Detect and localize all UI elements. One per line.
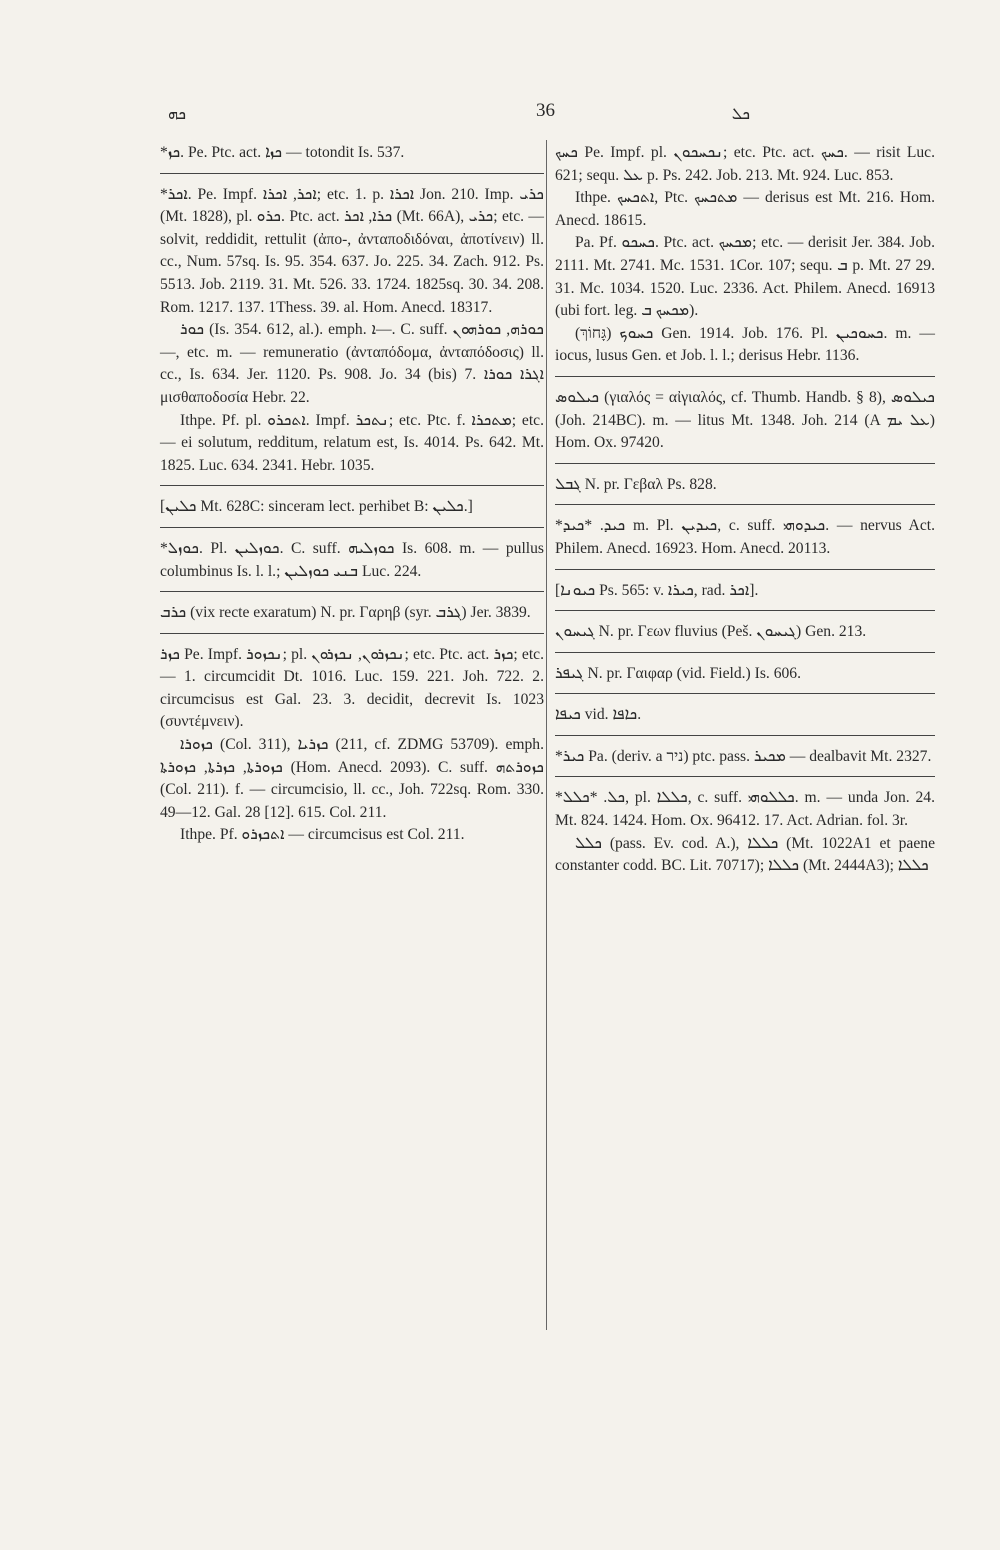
entry-left-6 xyxy=(160,644,544,847)
entry-left-4 xyxy=(160,538,544,583)
page-header xyxy=(160,100,940,130)
entry-separator xyxy=(555,376,935,377)
entry-text: *ܟܘܙܠ. Pl. ܟܘܙܠܝܢ. C. suff. ܟܘܙܠܝܗ Is. 608. m. — pullus columbinus Is. l. l.; ܒܢܝ ܟܘܙܠܝܢ Luc. 224. xyxy=(160,539,544,580)
entry-separator xyxy=(555,504,935,505)
entry-right-4 xyxy=(555,515,935,560)
entry-text: ܟܙܪ Pe. Impf. ܢܟܙܘܪ; pl. ܢܟܙܪܘܢ, ܢܟܙܪܘܢ; etc. Ptc. act. ܟܙܪ; etc. — 1. circumcidit Dt. 1016. Luc. 159. 221. Joh. 722. 2. circumcisus est Gal. 23. 3. decidit, decrevit Is. 1023 (συντέμνειν). xyxy=(160,645,544,731)
entry-separator xyxy=(555,569,935,570)
entry-text: [ܟܝܘܢܐ Ps. 565: v. ܟܝܪܐ, rad. ܐܟܪ]. xyxy=(555,581,759,599)
entry-separator xyxy=(160,485,544,486)
entry-separator xyxy=(555,693,935,694)
entry-text: *ܟܝܪ Pa. (deriv. a ניר) ptc. pass. ܡܟܝܪ — dealbavit Mt. 2327. xyxy=(555,747,932,765)
entry-right-2 xyxy=(555,387,935,455)
entry-separator xyxy=(160,633,544,634)
entry-text: ܟܝܠܘܣ (γιαλός = αἰγιαλός, cf. Thumb. Handb. § 8), ܟܝܠܘܣ (Joh. 214BC). m. — litus Mt. 1348. Joh. 214 (A ܥܠ ܝܡ) Hom. Ox. 97420. xyxy=(555,388,935,452)
entry-text: *ܐܟܪ. Pe. Impf. ܐܟܪ, ܐܟܪܐ; etc. 1. p. ܐܟܪܐ Jon. 210. Imp. ܟܪܝ (Mt. 1828), pl. ܟܪܘ. Ptc. act. ܟܪܐ, ܐܟܪ (Mt. 66A), ܟܪܝ; etc. — solvit, reddidit, rettulit (ἀπο-, ἀνταποδιδόναι, ἀποτίνειν) ll. cc., Num. 57sq. Is. 95. 354. 637. Jo. 225. 34. Zach. 912. Ps. 5513. Job. 2119. 31. Mt. 526. 33. 1724. 1825sq. 30. 34. 208. Rom. 1217. 137. 1Thess. 39. al. Hom. Anecd. 18317. xyxy=(160,185,545,316)
entry-separator xyxy=(555,735,935,736)
entry-left-1 xyxy=(160,142,544,165)
entry-right-10 xyxy=(555,787,935,877)
entry-right-7 xyxy=(555,663,935,686)
entry-right-8 xyxy=(555,704,935,727)
entry-text: ܟܠܠ (pass. Ev. cod. A.), ܟܠܠܐ (Mt. 1022A1 et paene constanter codd. BC. Lit. 70717); ܟܠܠܐ (Mt. 2444A3); ܟܠܠܐ xyxy=(555,834,935,875)
entry-separator xyxy=(160,591,544,592)
entry-text: [ܟܠܝܢ Mt. 628C: sinceram lect. perhibet B: ܟܠܝܢ.] xyxy=(160,498,473,516)
entry-left-3 xyxy=(160,496,544,519)
header-right-syriac: ܟܠ xyxy=(731,104,750,123)
entry-separator xyxy=(555,776,935,777)
entry-separator xyxy=(555,652,935,653)
entry-separator xyxy=(160,527,544,528)
header-left-syriac: ܟܗ xyxy=(168,104,187,123)
entry-separator xyxy=(555,610,935,611)
entry-text: ܟܙܘܪܐ (Col. 311), ܟܙܪܝܐ (211, cf. ZDMG 53709). emph. ܟܙܘܪܬܐ, ܟܙܪܬܐ, ܟܙܘܪܬܐ (Hom. Anecd. 2093). C. suff. ܟܙܘܪܬܗ (Col. 211). f. — circumcisio, ll. cc., Joh. 722sq. Rom. 330. 49—12. Gal. 28 [12]. 615. Col. 211. xyxy=(160,736,544,821)
entry-right-3 xyxy=(555,474,935,497)
entry-text: ܟܚܟ Pe. Impf. pl. ܢܟܚܟܘܢ; etc. Ptc. act. ܟܚܟ. — risit Luc. 621; sequ. ܥܠ p. Ps. 242. Job. 213. Mt. 924. Luc. 853. xyxy=(555,144,935,184)
entry-text: Ithpe. Pf. pl. ܐܬܟܪܘ. Impf. ܢܬܟܪ; etc. Ptc. f. ܡܬܟܪܐ; etc. — ei solutum, redditum, relatum est, Is. 4014. Ps. 642. Mt. 1825. Luc. 634. 2341. Hebr. 1035. xyxy=(160,411,544,474)
entry-text: *ܟܙ. Pe. Ptc. act. ܟܙܐ — totondit Is. 537. xyxy=(160,144,405,161)
entry-text: ܟܘܪ (Is. 354. 612, al.). emph. ܐ—. C. suff. ܟܘܪܗ, ܟܘܪܗܘܢ—, etc. m. — remuneratio (ἀνταπόδομα, ἀνταπόδοσις) ll. cc., Is. 634. Jer. 1120. Ps. 908. Jo. 34 (bis) 7. ܐܓܪܐ ܟܘܪܐ μισθαποδοσία Hebr. 22. xyxy=(160,321,545,406)
entry-right-5 xyxy=(555,580,935,603)
left-column xyxy=(160,142,544,855)
entry-left-5 xyxy=(160,602,544,625)
column-divider xyxy=(546,140,547,1330)
entry-text: Ithpe. Pf. ܐܬܟܙܪܘ — circumcisus est Col. 211. xyxy=(180,826,465,844)
page-number: 36 xyxy=(536,100,555,121)
entry-text: *ܟܠ. *ܟܠܠ, pl. ܟܠܠܐ, c. suff. ܟܠܠܘܗܝ. m. — unda Jon. 24. Mt. 824. 1424. Hom. Ox. 96412. 17. Act. Adrian. fol. 3r. xyxy=(555,789,935,830)
right-column xyxy=(555,142,935,886)
entry-right-6 xyxy=(555,621,935,644)
entry-separator xyxy=(555,463,935,464)
entry-text: ܓܒܠ N. pr. Γεβαλ Ps. 828. xyxy=(555,475,717,493)
entry-right-1 xyxy=(555,142,935,368)
entry-text: Ithpe. ܐܬܟܚܟ, Ptc. ܡܬܟܚܟ — derisus est Mt. 216. Hom. Anecd. 18615. xyxy=(555,189,935,229)
entry-right-9 xyxy=(555,746,935,769)
entry-text: ܟܝܦܐ vid. ܟܐܦܐ. xyxy=(555,706,642,724)
entry-separator xyxy=(160,173,544,174)
entry-text: Pa. Pf. ܟܚܟܘ. Ptc. act. ܡܟܚܟ; etc. — derisit Jer. 384. Job. 2111. Mt. 2741. Mc. 1531. 1Cor. 107; sequ. ܒ p. Mt. 27 29. 31. Mc. 1034. 1520. Luc. 2336. Act. Philem. Anecd. 16913 (ubi fort. leg. ܡܟܚܟ ܒ). xyxy=(555,234,935,320)
entry-text: *ܟܝܕ. *ܟܝܕ m. Pl. ܟܝܕܝܢ, c. suff. ܟܝܕܘܗܝ. — nervus Act. Philem. Anecd. 16923. Hom. Anecd. 20113. xyxy=(555,517,935,557)
entry-text: ܓܝܚܘܢ N. pr. Γεων fluvius (Peš. ܓܝܚܘܢ) Gen. 213. xyxy=(555,623,867,641)
entry-left-2 xyxy=(160,184,544,478)
entry-text: ܟܚܘܟ (גָּחוֹךְ) Gen. 1914. Job. 176. Pl. ܟܚܘܟܝܢ. m. — iocus, lusus Gen. et Job. l. l.; derisus Hebr. 1136. xyxy=(555,324,935,365)
entry-text: ܓܝܦܪ N. pr. Γαιφαρ (vid. Field.) Is. 606. xyxy=(555,664,801,682)
entry-text: ܟܪܒ (vix recte exaratum) N. pr. Γαρηβ (syr. ܓܪܒ) Jer. 3839. xyxy=(160,604,531,622)
